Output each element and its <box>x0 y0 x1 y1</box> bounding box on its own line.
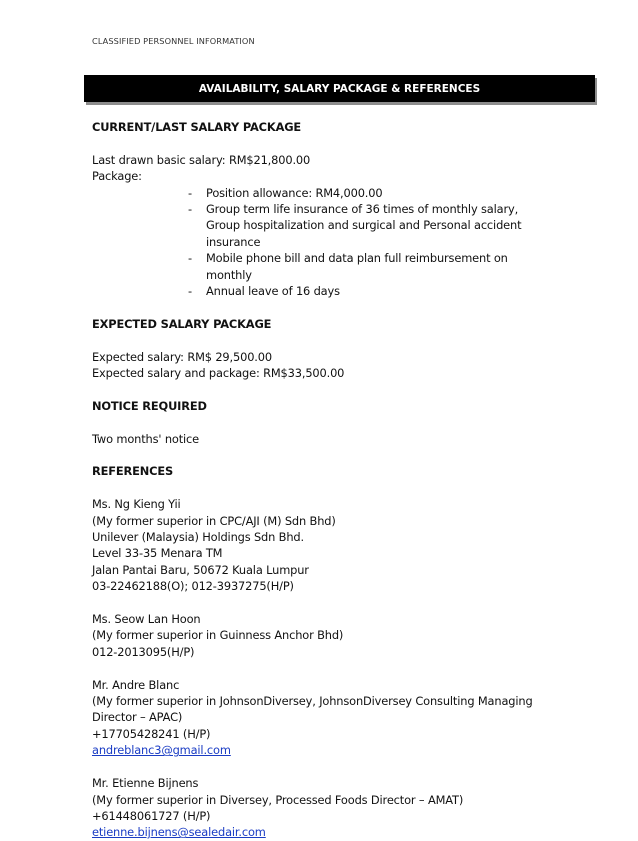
reference-relation: Director – APAC) <box>92 710 183 725</box>
current-package-heading: CURRENT/LAST SALARY PACKAGE <box>92 120 302 134</box>
notice-text: Two months' notice <box>92 431 200 446</box>
package-item: - Mobile phone bill and data plan full reimbursement on monthly <box>188 251 508 282</box>
package-label: Package: <box>92 169 142 184</box>
package-item: - Position allowance: RM4,000.00 <box>188 185 383 200</box>
reference-1 <box>92 496 562 594</box>
top-label: CLASSIFIED PERSONNEL INFORMATION <box>92 36 255 46</box>
reference-address: Jalan Pantai Baru, 50672 Kuala Lumpur <box>92 562 309 577</box>
reference-phone: 012-2013095(H/P) <box>92 644 195 659</box>
reference-2 <box>92 611 562 660</box>
reference-4 <box>92 775 562 841</box>
notice-heading: NOTICE REQUIRED <box>92 398 207 413</box>
content <box>92 119 562 841</box>
reference-name: Ms. Seow Lan Hoon <box>92 612 201 627</box>
reference-phone: +61448061727 (H/P) <box>92 808 211 823</box>
package-items <box>92 185 562 300</box>
reference-name: Ms. Ng Kieng Yii <box>92 497 181 512</box>
expected-salary: Expected salary: RM$ 29,500.00 <box>92 349 272 364</box>
reference-address: Level 33-35 Menara TM <box>92 546 223 561</box>
reference-email-link[interactable]: etienne.bijnens@sealedair.com <box>92 825 266 840</box>
reference-relation: (My former superior in JohnsonDiversey, JohnsonDiversey Consulting Managing <box>92 694 533 709</box>
reference-relation: (My former superior in Guinness Anchor Bhd) <box>92 628 344 643</box>
banner-title: AVAILABILITY, SALARY PACKAGE & REFERENCES <box>198 82 481 95</box>
basic-salary: Last drawn basic salary: RM$21,800.00 <box>92 152 311 167</box>
reference-relation: (My former superior in Diversey, Processed Foods Director – AMAT) <box>92 792 464 807</box>
reference-3 <box>92 677 562 759</box>
section-banner <box>84 75 595 102</box>
package-item: - Annual leave of 16 days <box>188 284 340 299</box>
reference-name: Mr. Andre Blanc <box>92 677 180 692</box>
expected-package-heading: EXPECTED SALARY PACKAGE <box>92 316 272 331</box>
reference-relation: (My former superior in CPC/AJI (M) Sdn Bhd) <box>92 513 336 528</box>
reference-name: Mr. Etienne Bijnens <box>92 776 199 791</box>
reference-company: Unilever (Malaysia) Holdings Sdn Bhd. <box>92 530 304 545</box>
references-heading: REFERENCES <box>92 464 174 479</box>
expected-salary-package: Expected salary and package: RM$33,500.00 <box>92 366 345 381</box>
reference-email-link[interactable]: andreblanc3@gmail.com <box>92 743 231 758</box>
reference-phone: +17705428241 (H/P) <box>92 726 211 741</box>
reference-phone: 03-22462188(O); 012-3937275(H/P) <box>92 579 294 594</box>
package-item: - Group term life insurance of 36 times of monthly salary, Group hospitalization and surgical and Personal accident insurance <box>188 202 522 249</box>
